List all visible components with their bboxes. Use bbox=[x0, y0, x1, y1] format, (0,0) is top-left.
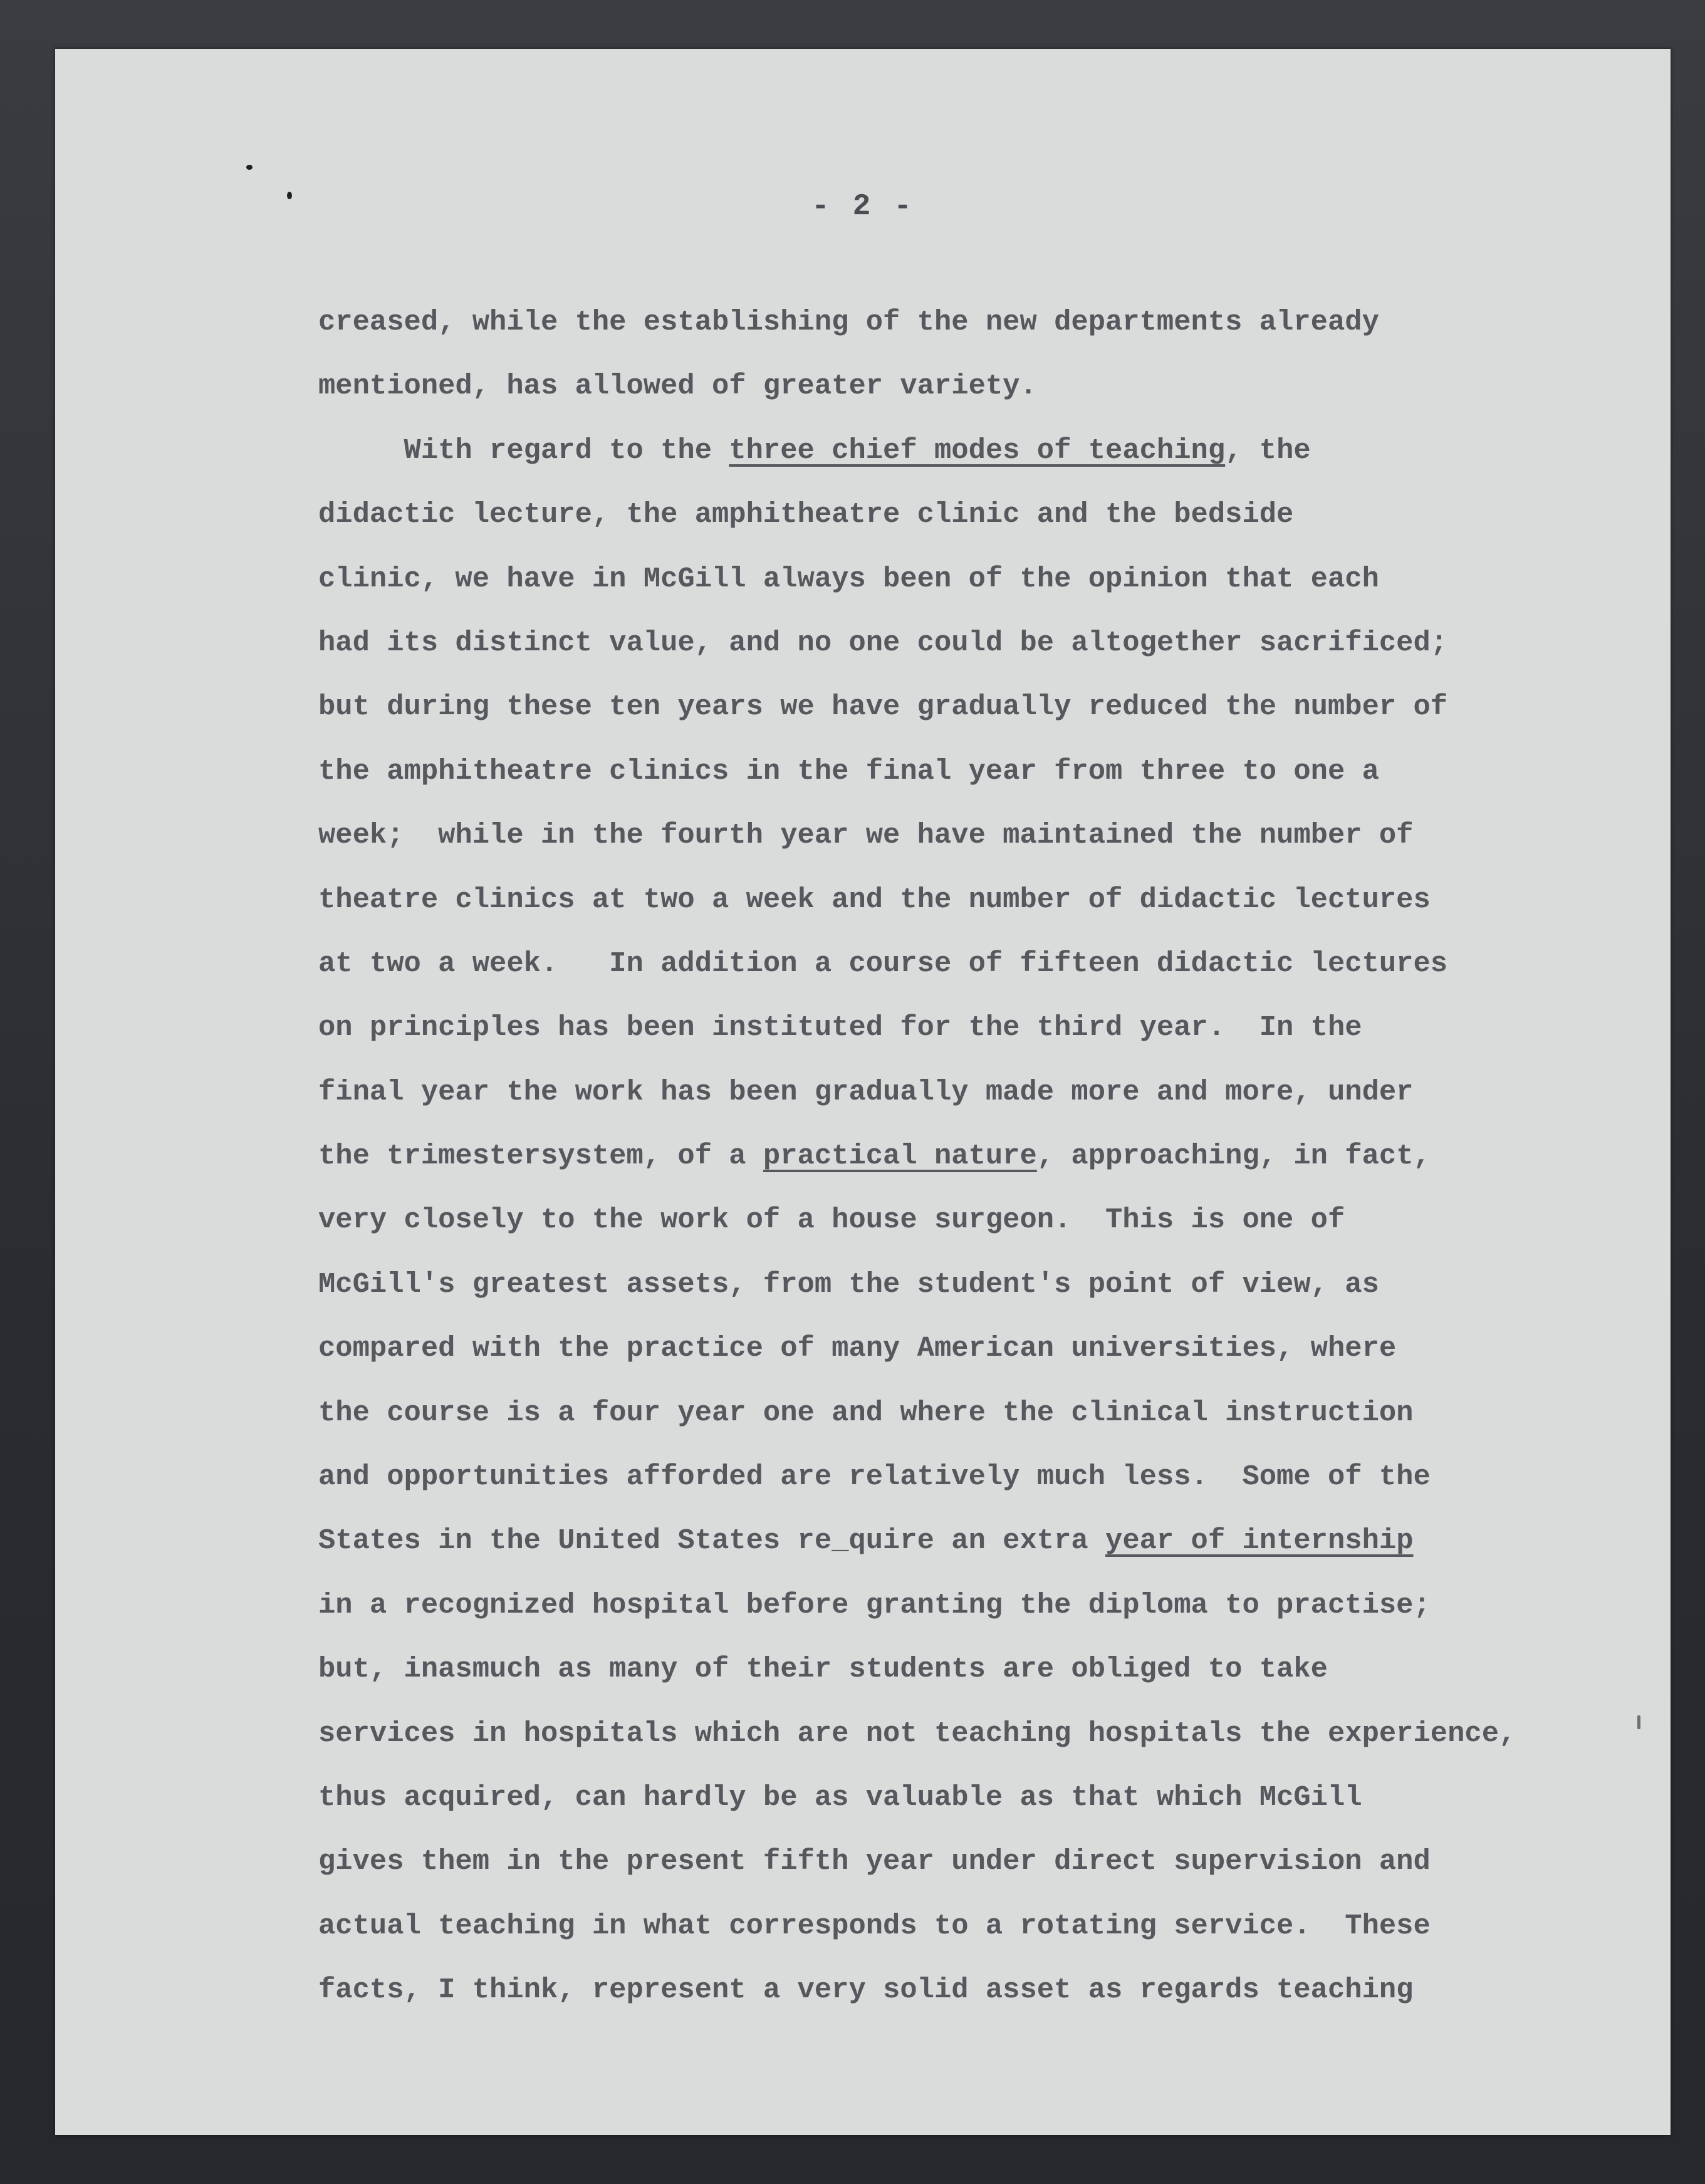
text-segment: , the bbox=[1225, 434, 1311, 467]
text-line bbox=[318, 1252, 1697, 1316]
text-line bbox=[318, 803, 1697, 867]
text-segment: , approaching, in fact, bbox=[1036, 1140, 1431, 1173]
text-line bbox=[318, 739, 1697, 803]
text-line bbox=[318, 1702, 1697, 1765]
text-line bbox=[318, 482, 1697, 546]
text-line bbox=[318, 1124, 1697, 1188]
text-line bbox=[318, 868, 1697, 932]
text-segment: clinic, we have in McGill always been of the opinion that each bbox=[318, 562, 1379, 595]
text-segment: week; while in the fourth year we have maintained the number of bbox=[318, 819, 1414, 852]
text-segment: the amphitheatre clinics in the final year from three to one a bbox=[318, 754, 1379, 788]
text-segment: compared with the practice of many American universities, where bbox=[318, 1332, 1397, 1365]
margin-mark bbox=[246, 165, 253, 170]
text-segment: final year the work has been gradually made more and more, under bbox=[318, 1075, 1414, 1108]
text-line bbox=[318, 932, 1697, 996]
text-segment: McGill's greatest assets, from the student's point of view, as bbox=[318, 1267, 1379, 1301]
text-line bbox=[318, 1445, 1697, 1509]
text-segment: and opportunities afforded are relatively much less. Some of the bbox=[318, 1460, 1431, 1494]
text-segment: creased, while the establishing of the new departments already bbox=[318, 306, 1379, 338]
text-segment: but during these ten years we have gradually reduced the number of bbox=[318, 690, 1448, 724]
text-line bbox=[318, 354, 1697, 418]
text-segment: States in the United States re_quire an extra bbox=[318, 1524, 1106, 1557]
text-segment: very closely to the work of a house surgeon. This is one of bbox=[318, 1204, 1345, 1237]
text-line bbox=[318, 1316, 1697, 1380]
text-segment: the course is a four year one and where the clinical instruction bbox=[318, 1396, 1414, 1429]
text-line bbox=[318, 419, 1697, 482]
text-line bbox=[318, 1829, 1697, 1893]
page-number: - 2 - bbox=[811, 190, 915, 224]
text-segment: in a recognized hospital before granting the diploma to practise; bbox=[318, 1588, 1431, 1621]
text-line bbox=[318, 1381, 1697, 1445]
text-segment: actual teaching in what corresponds to a rotating service. These bbox=[318, 1909, 1431, 1942]
underlined-phrase: practical nature bbox=[763, 1140, 1037, 1173]
text-segment: services in hospitals which are not teaching hospitals the experience, bbox=[318, 1717, 1516, 1750]
text-segment: mentioned, has allowed of greater variety. bbox=[318, 370, 1037, 403]
text-segment: thus acquired, can hardly be as valuable as that which McGill bbox=[318, 1781, 1362, 1814]
text-line bbox=[318, 675, 1697, 739]
text-line bbox=[318, 547, 1697, 611]
text-line bbox=[318, 1509, 1697, 1573]
text-segment: theatre clinics at two a week and the number of didactic lectures bbox=[318, 883, 1431, 916]
text-line bbox=[318, 1188, 1697, 1252]
text-line bbox=[318, 290, 1697, 354]
text-line bbox=[318, 1060, 1697, 1124]
text-segment: on principles has been instituted for the third year. In the bbox=[318, 1011, 1362, 1044]
text-line bbox=[318, 1573, 1697, 1637]
text-line bbox=[318, 1958, 1697, 2022]
document-page bbox=[55, 49, 1671, 2135]
text-segment: gives them in the present fifth year under direct supervision and bbox=[318, 1845, 1431, 1878]
text-segment: facts, I think, represent a very solid asset as regards teaching bbox=[318, 1973, 1414, 2007]
text-segment: had its distinct value, and no one could be altogether sacrificed; bbox=[318, 626, 1448, 659]
underlined-phrase: three chief modes of teaching bbox=[729, 434, 1226, 467]
text-segment: but, inasmuch as many of their students are obliged to take bbox=[318, 1653, 1328, 1686]
text-segment: With regard to the bbox=[318, 434, 729, 467]
text-line bbox=[318, 1894, 1697, 1958]
text-segment: the trimestersystem, of a bbox=[318, 1140, 763, 1173]
text-line bbox=[318, 611, 1697, 675]
text-line bbox=[318, 996, 1697, 1059]
text-segment: didactic lecture, the amphitheatre clinic and the bedside bbox=[318, 498, 1294, 531]
document-body bbox=[318, 290, 1697, 2022]
text-segment: at two a week. In addition a course of fifteen didactic lectures bbox=[318, 947, 1448, 980]
underlined-phrase: year of internship bbox=[1105, 1524, 1414, 1557]
text-line bbox=[318, 1637, 1697, 1701]
text-line bbox=[318, 1765, 1697, 1829]
